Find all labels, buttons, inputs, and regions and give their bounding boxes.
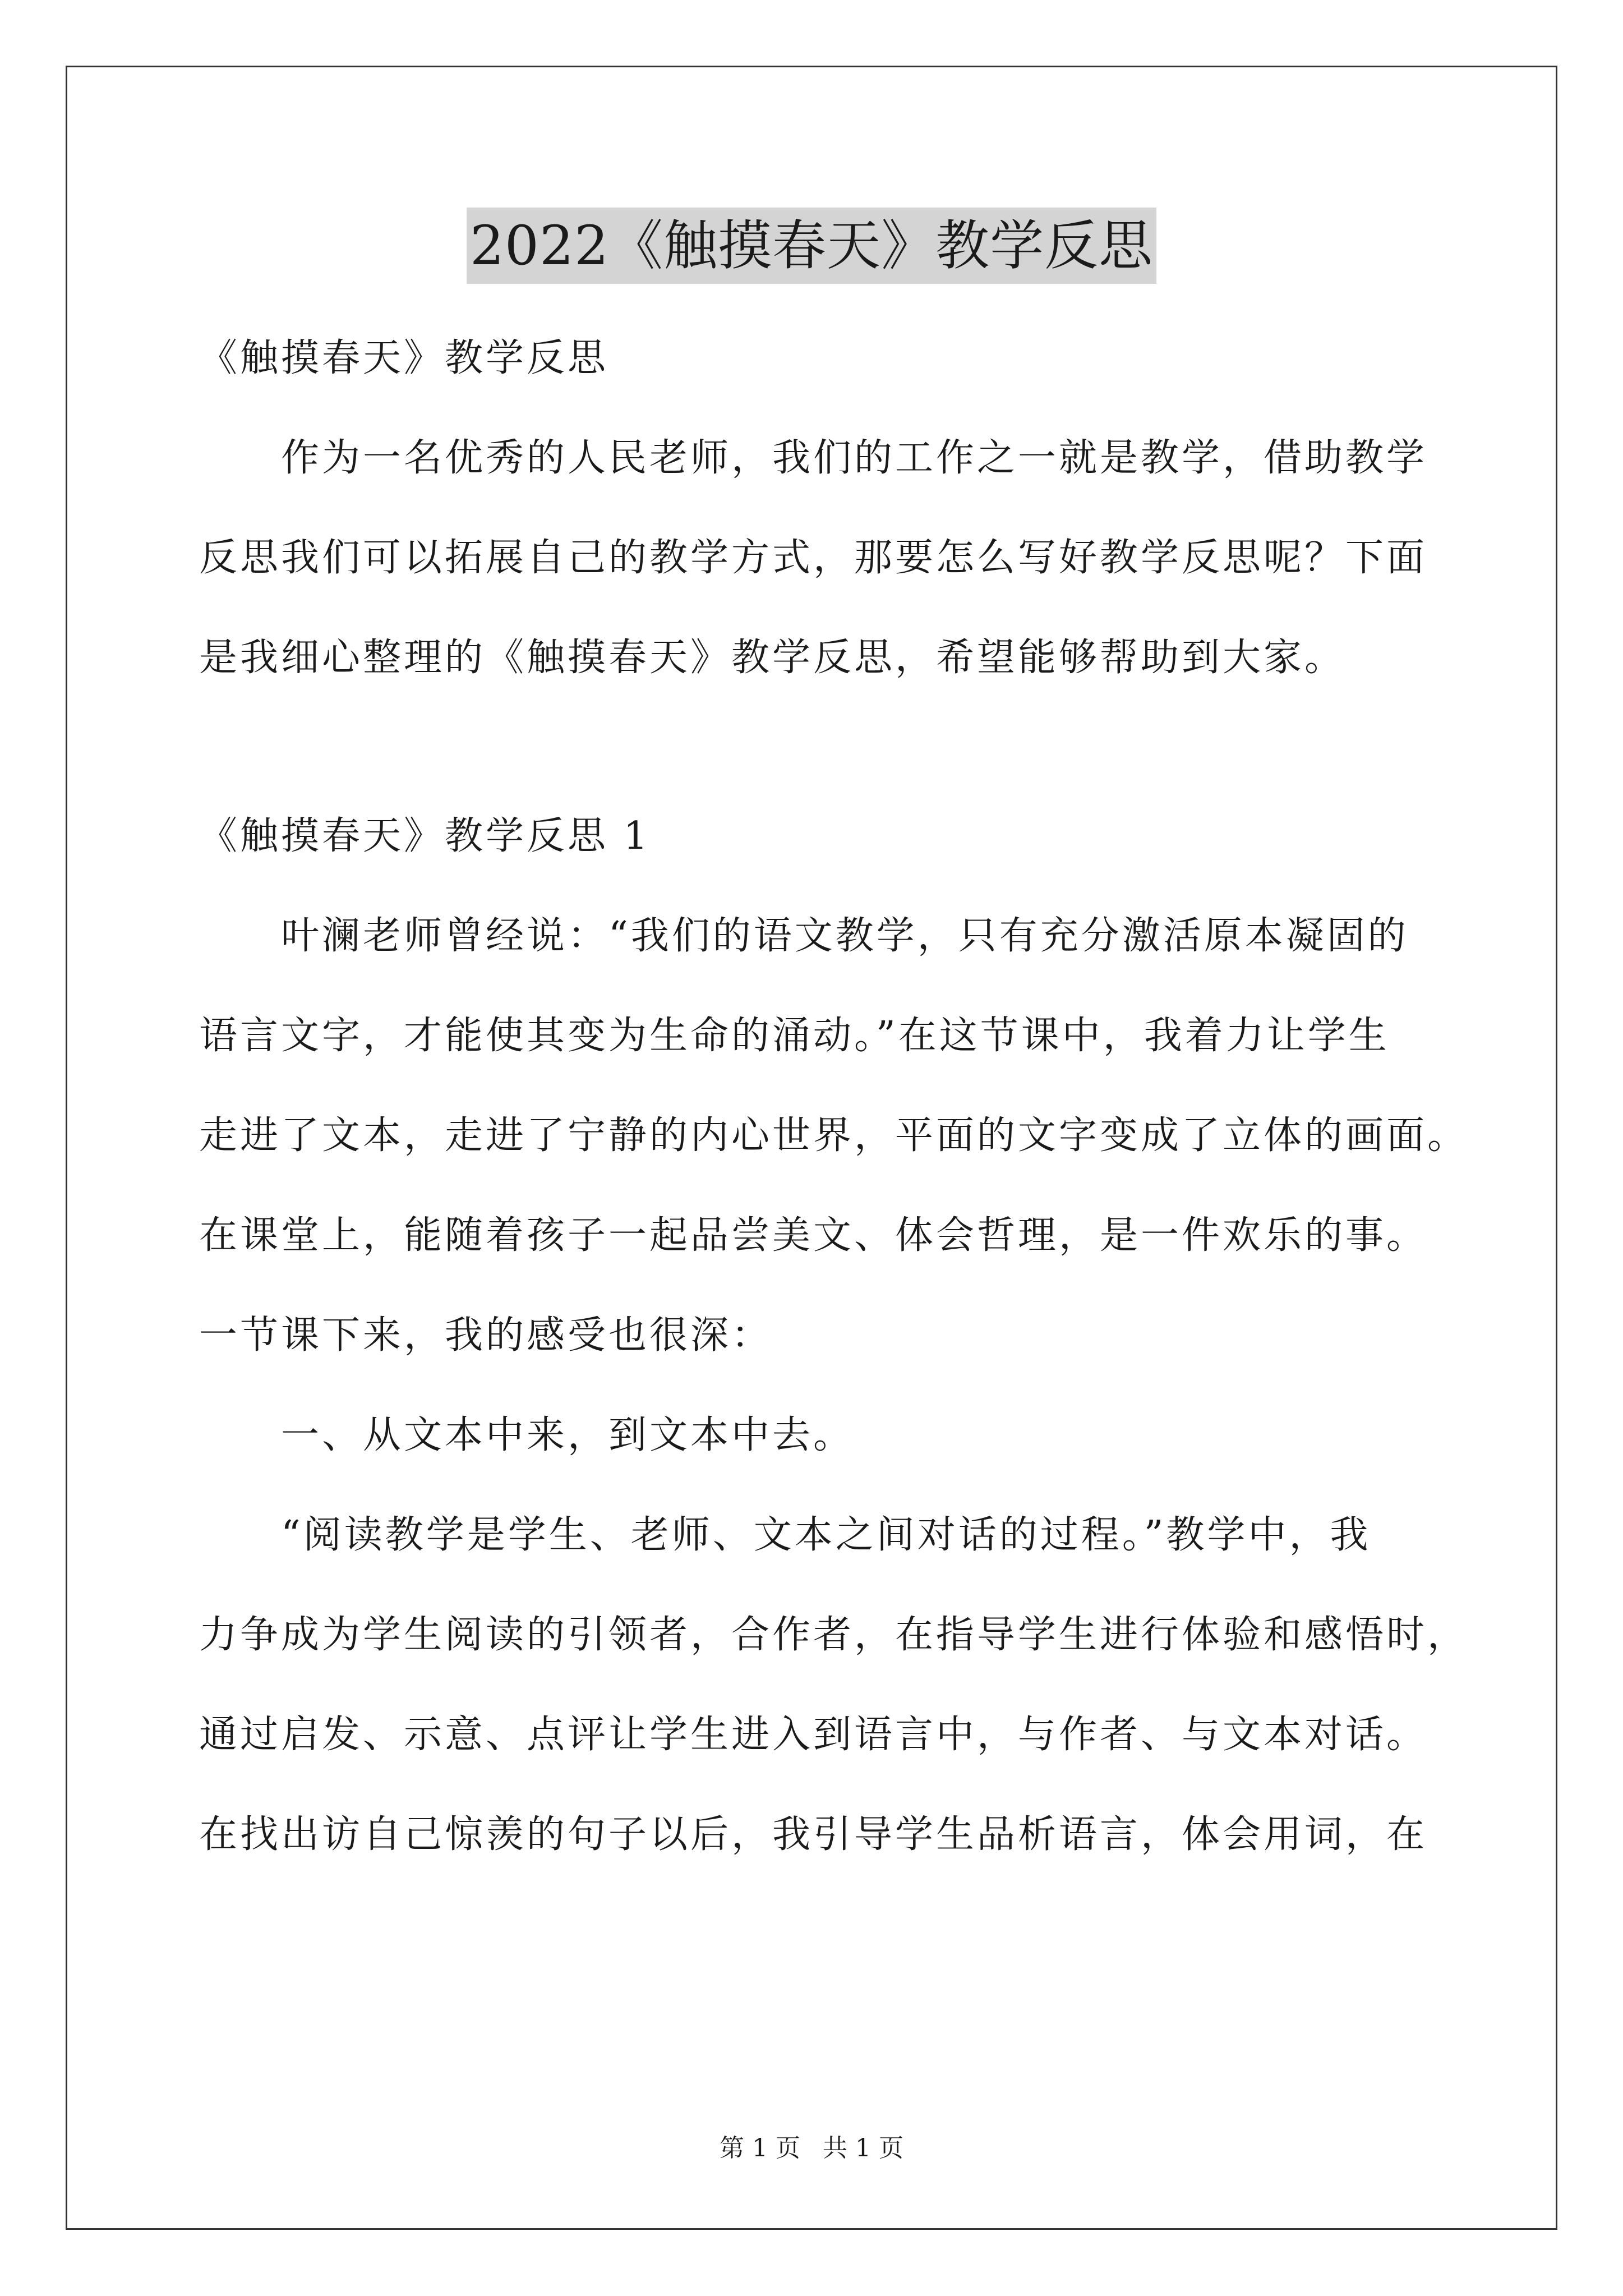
- section1-line-7: “阅读教学是学生、老师、文本之间对话的过程。”教学中，我: [281, 1513, 1371, 1557]
- section1-line-2: 语言文字，才能使其变为生命的涌动。”在这节课中，我着力让学生: [199, 1014, 1390, 1058]
- section1-line-6: 一、从文本中来，到文本中去。: [281, 1413, 855, 1457]
- document-body: [199, 303, 1467, 1885]
- section1-line-4: 在课堂上，能随着孩子一起品尝美文、体会哲理，是一件欢乐的事。: [199, 1213, 1428, 1258]
- section1-line-9: 通过启发、示意、点评让学生进入到语言中，与作者、与文本对话。: [199, 1713, 1428, 1757]
- page-number: 第 1 页: [720, 2134, 800, 2162]
- section1-line-1: 叶澜老师曾经说：“我们的语文教学，只有充分激活原本凝固的: [281, 914, 1409, 958]
- section-spacer: [199, 708, 1467, 786]
- subtitle: 《触摸春天》教学反思: [199, 336, 609, 380]
- intro-line-2: 反思我们可以拓展自己的教学方式，那要怎么写好教学反思呢？下面: [199, 536, 1428, 580]
- page-footer: [0, 2132, 1623, 2165]
- intro-line-3: 是我细心整理的《触摸春天》教学反思，希望能够帮助到大家。: [199, 636, 1346, 680]
- section1-line-5: 一节课下来，我的感受也很深：: [199, 1313, 773, 1358]
- section1-line-8: 力争成为学生阅读的引领者，合作者，在指导学生进行体验和感悟时，: [199, 1613, 1469, 1657]
- section1-line-10: 在找出访自己惊羡的句子以后，我引导学生品析语言，体会用词，在: [199, 1812, 1428, 1857]
- title-container: [0, 208, 1623, 284]
- intro-line-1: 作为一名优秀的人民老师，我们的工作之一就是教学，借助教学: [281, 436, 1428, 480]
- document-title: 2022《触摸春天》教学反思: [467, 208, 1156, 284]
- page-total: 共 1 页: [823, 2134, 903, 2162]
- section1-heading: 《触摸春天》教学反思 1: [199, 814, 651, 858]
- section1-line-3: 走进了文本，走进了宁静的内心世界，平面的文字变成了立体的画面。: [199, 1114, 1469, 1158]
